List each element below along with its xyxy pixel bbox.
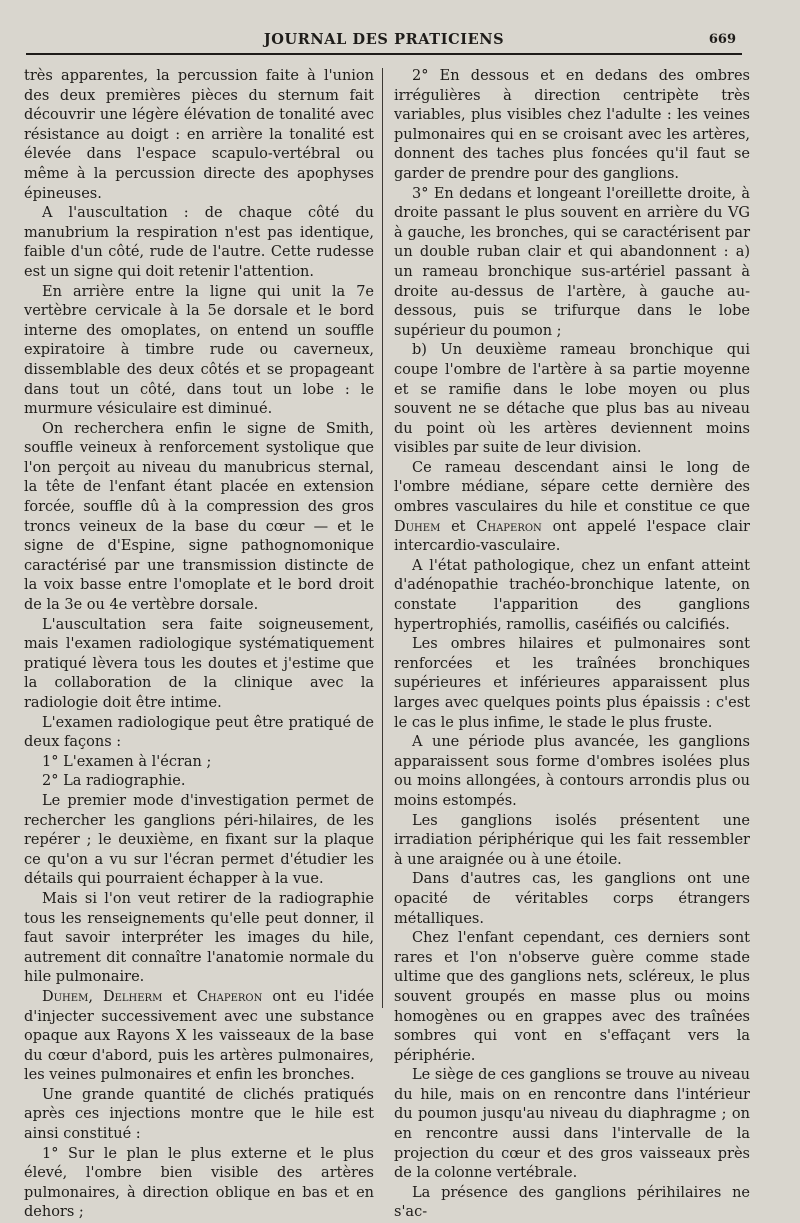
page-number: 669: [708, 32, 736, 47]
right-column: [394, 67, 750, 1223]
paragraph: [394, 459, 750, 557]
paragraph: Mais si l'on veut retirer de la radiographie tous les renseignements qu'elle peut donner, il faut savoir interpréter les images du hile, autrement dit connaître l'anatomie normale du hile pulmonaire.: [24, 890, 374, 986]
paragraph-text: ont eu l'idée d'injecter successivement avec une substance opaque aux Rayons X les vaisseaux de la base du cœur d'abord, puis les artères pulmonaires, les veines pulmonaires et enfin les bronches.: [24, 988, 374, 1084]
paragraph: L'auscultation sera faite soigneusement, mais l'examen radiologique systématiquement pratiqué lèvera tous les doutes et j'estime que la collaboration de la clinique avec la radiologie doit être intime.: [24, 616, 374, 711]
paragraph: très apparentes, la percussion faite à l'union des deux premières pièces du sternum fait découvrir une légère élévation de tonalité avec résistance au doigt : en arrière la tonalité est élevée dans l'espace scapulo-vertébral ou même à la percussion directe des apophyses épineuses.: [24, 68, 374, 202]
paragraph: A l'état pathologique, chez un enfant atteint d'adénopathie trachéo-bronchique latente, on constate l'apparition des ganglions hypertrophiés, ramollis, caséifiés ou calcifiés.: [394, 557, 750, 633]
list-item: 1° L'examen à l'écran ;: [42, 753, 212, 770]
paragraph: Dans d'autres cas, les ganglions ont une opacité de véritables corps étrangers métalliques.: [394, 871, 750, 927]
list-item: 2° La radiographie.: [42, 773, 186, 790]
author-names: Duhem, Delherm: [42, 988, 163, 1005]
paragraph: L'examen radiologique peut être pratiqué de deux façons :: [24, 714, 374, 751]
paragraph: A l'auscultation : de chaque côté du manubrium la respiration n'est pas identique, faible d'un côté, rude de l'autre. Cette rudesse est un signe qui doit retenir l'attention.: [24, 205, 374, 280]
conjunction: et: [162, 988, 197, 1005]
author-name: Chaperon: [196, 988, 263, 1005]
paragraph: Le siège de ces ganglions se trouve au niveau du hile, mais on en rencontre dans l'intérieur du poumon jusqu'au niveau du diaphragme ; on en rencontre aussi dans l'intervalle de la projection du cœur et des gros vaisseaux près de la colonne vertébrale.: [394, 1067, 750, 1182]
paragraph: La présence des ganglions périhilaires ne s'ac-: [394, 1184, 750, 1221]
conjunction: et: [440, 518, 477, 535]
header-rule: [26, 53, 742, 55]
paragraph: b) Un deuxième rameau bronchique qui coupe l'ombre de l'artère à sa partie moyenne et se ramifie dans le lobe moyen ou plus souvent ne se détache que plus bas au niveau du point où les artères deviennent moins visibles par suite de leur division.: [394, 342, 750, 457]
paragraph-text: Ce rameau descendant ainsi le long de l'ombre médiane, sépare cette dernière des ombres vasculaires du hile et constitue ce que: [394, 459, 750, 516]
paragraph: On recherchera enfin le signe de Smith, souffle veineux à renforcement systolique que l'on perçoit au niveau du manubricus sternal, la tête de l'enfant étant placée en extension forcée, souffle dû à la compression des gros troncs veineux de la base du cœur — et le signe de d'Espine, signe pathognomonique caractérisé par une transmission distincte de la voix basse entre l'omoplate et le bord droit de la 3e ou 4e vertèbre dorsale.: [24, 420, 374, 614]
paragraph: 2° En dessous et en dedans des ombres irrégulières à direction centripète très variables, plus visibles chez l'adulte : les veines pulmonaires qui en se croisant avec les artères, donnent des taches plus foncées qu'il faut se garder de prendre pour des ganglions.: [394, 68, 750, 182]
paragraph: Le premier mode d'investigation permet de rechercher les ganglions péri-hilaires, de les repérer ; le deuxième, en fixant sur la plaque ce qu'on a vu sur l'écran permet d'étudier les détails qui pourraient échapper à la vue.: [24, 792, 374, 888]
paragraph: Chez l'enfant cependant, ces derniers sont rares et l'on n'observe guère comme stade ultime que des ganglions nets, scléreux, le plus souvent groupés en masse plus ou moins homogènes ou en grappes avec des traînées sombres qui vont en s'effaçant vers la périphérie.: [394, 930, 750, 1064]
left-column: [24, 67, 374, 1223]
page-header: [26, 26, 742, 52]
paragraph: En arrière entre la ligne qui unit la 7e vertèbre cervicale à la 5e dorsale et le bord interne des omoplates, on entend un souffle expiratoire à timbre rude ou caverneux, dissemblable des deux côtés et se propageant dans tout un côté, dans tout un lobe : le murmure vésiculaire est diminué.: [24, 283, 374, 418]
running-title: JOURNAL DES PRATICIENS: [263, 31, 505, 48]
paragraph: Les ombres hilaires et pulmonaires sont renforcées et les traînées bronchiques supérieures et inférieures apparaissent plus larges avec quelques points plus épaissis : c'est le cas le plus infime, le stade le plus fruste.: [394, 636, 750, 731]
paragraph: A une période plus avancée, les ganglions apparaissent sous forme d'ombres isolées plus ou moins allongées, à contours arrondis plus ou moins estompés.: [394, 734, 750, 809]
paragraph: Une grande quantité de clichés pratiqués après ces injections montre que le hile est ainsi constitué :: [24, 1086, 374, 1143]
paragraph: Les ganglions isolés présentent une irradiation périphérique qui les fait ressembler à une araignée ou à une étoile.: [394, 812, 750, 868]
author-name: Chaperon: [476, 518, 542, 535]
paragraph: 3° En dedans et longeant l'oreillette droite, à droite passant le plus souvent en arrière du VG à gauche, les bronches, qui se caractérisent par un double ruban clair et qui abandonnent : a) un rameau bronchique sus-artériel passant à droite au-dessus de l'artère, à gauche au-dessous, puis se trifurque dans le lobe supérieur du poumon ;: [394, 185, 750, 339]
column-divider: [382, 68, 383, 1008]
paragraph: [24, 988, 374, 1086]
paragraph-text: ont appelé l'espace clair intercardio-vasculaire.: [394, 518, 750, 555]
paragraph: 1° Sur le plan le plus externe et le plus élevé, l'ombre bien visible des artères pulmonaires, à direction oblique en bas et en dehors ;: [24, 1145, 374, 1221]
author-name: Duhem: [394, 518, 441, 535]
